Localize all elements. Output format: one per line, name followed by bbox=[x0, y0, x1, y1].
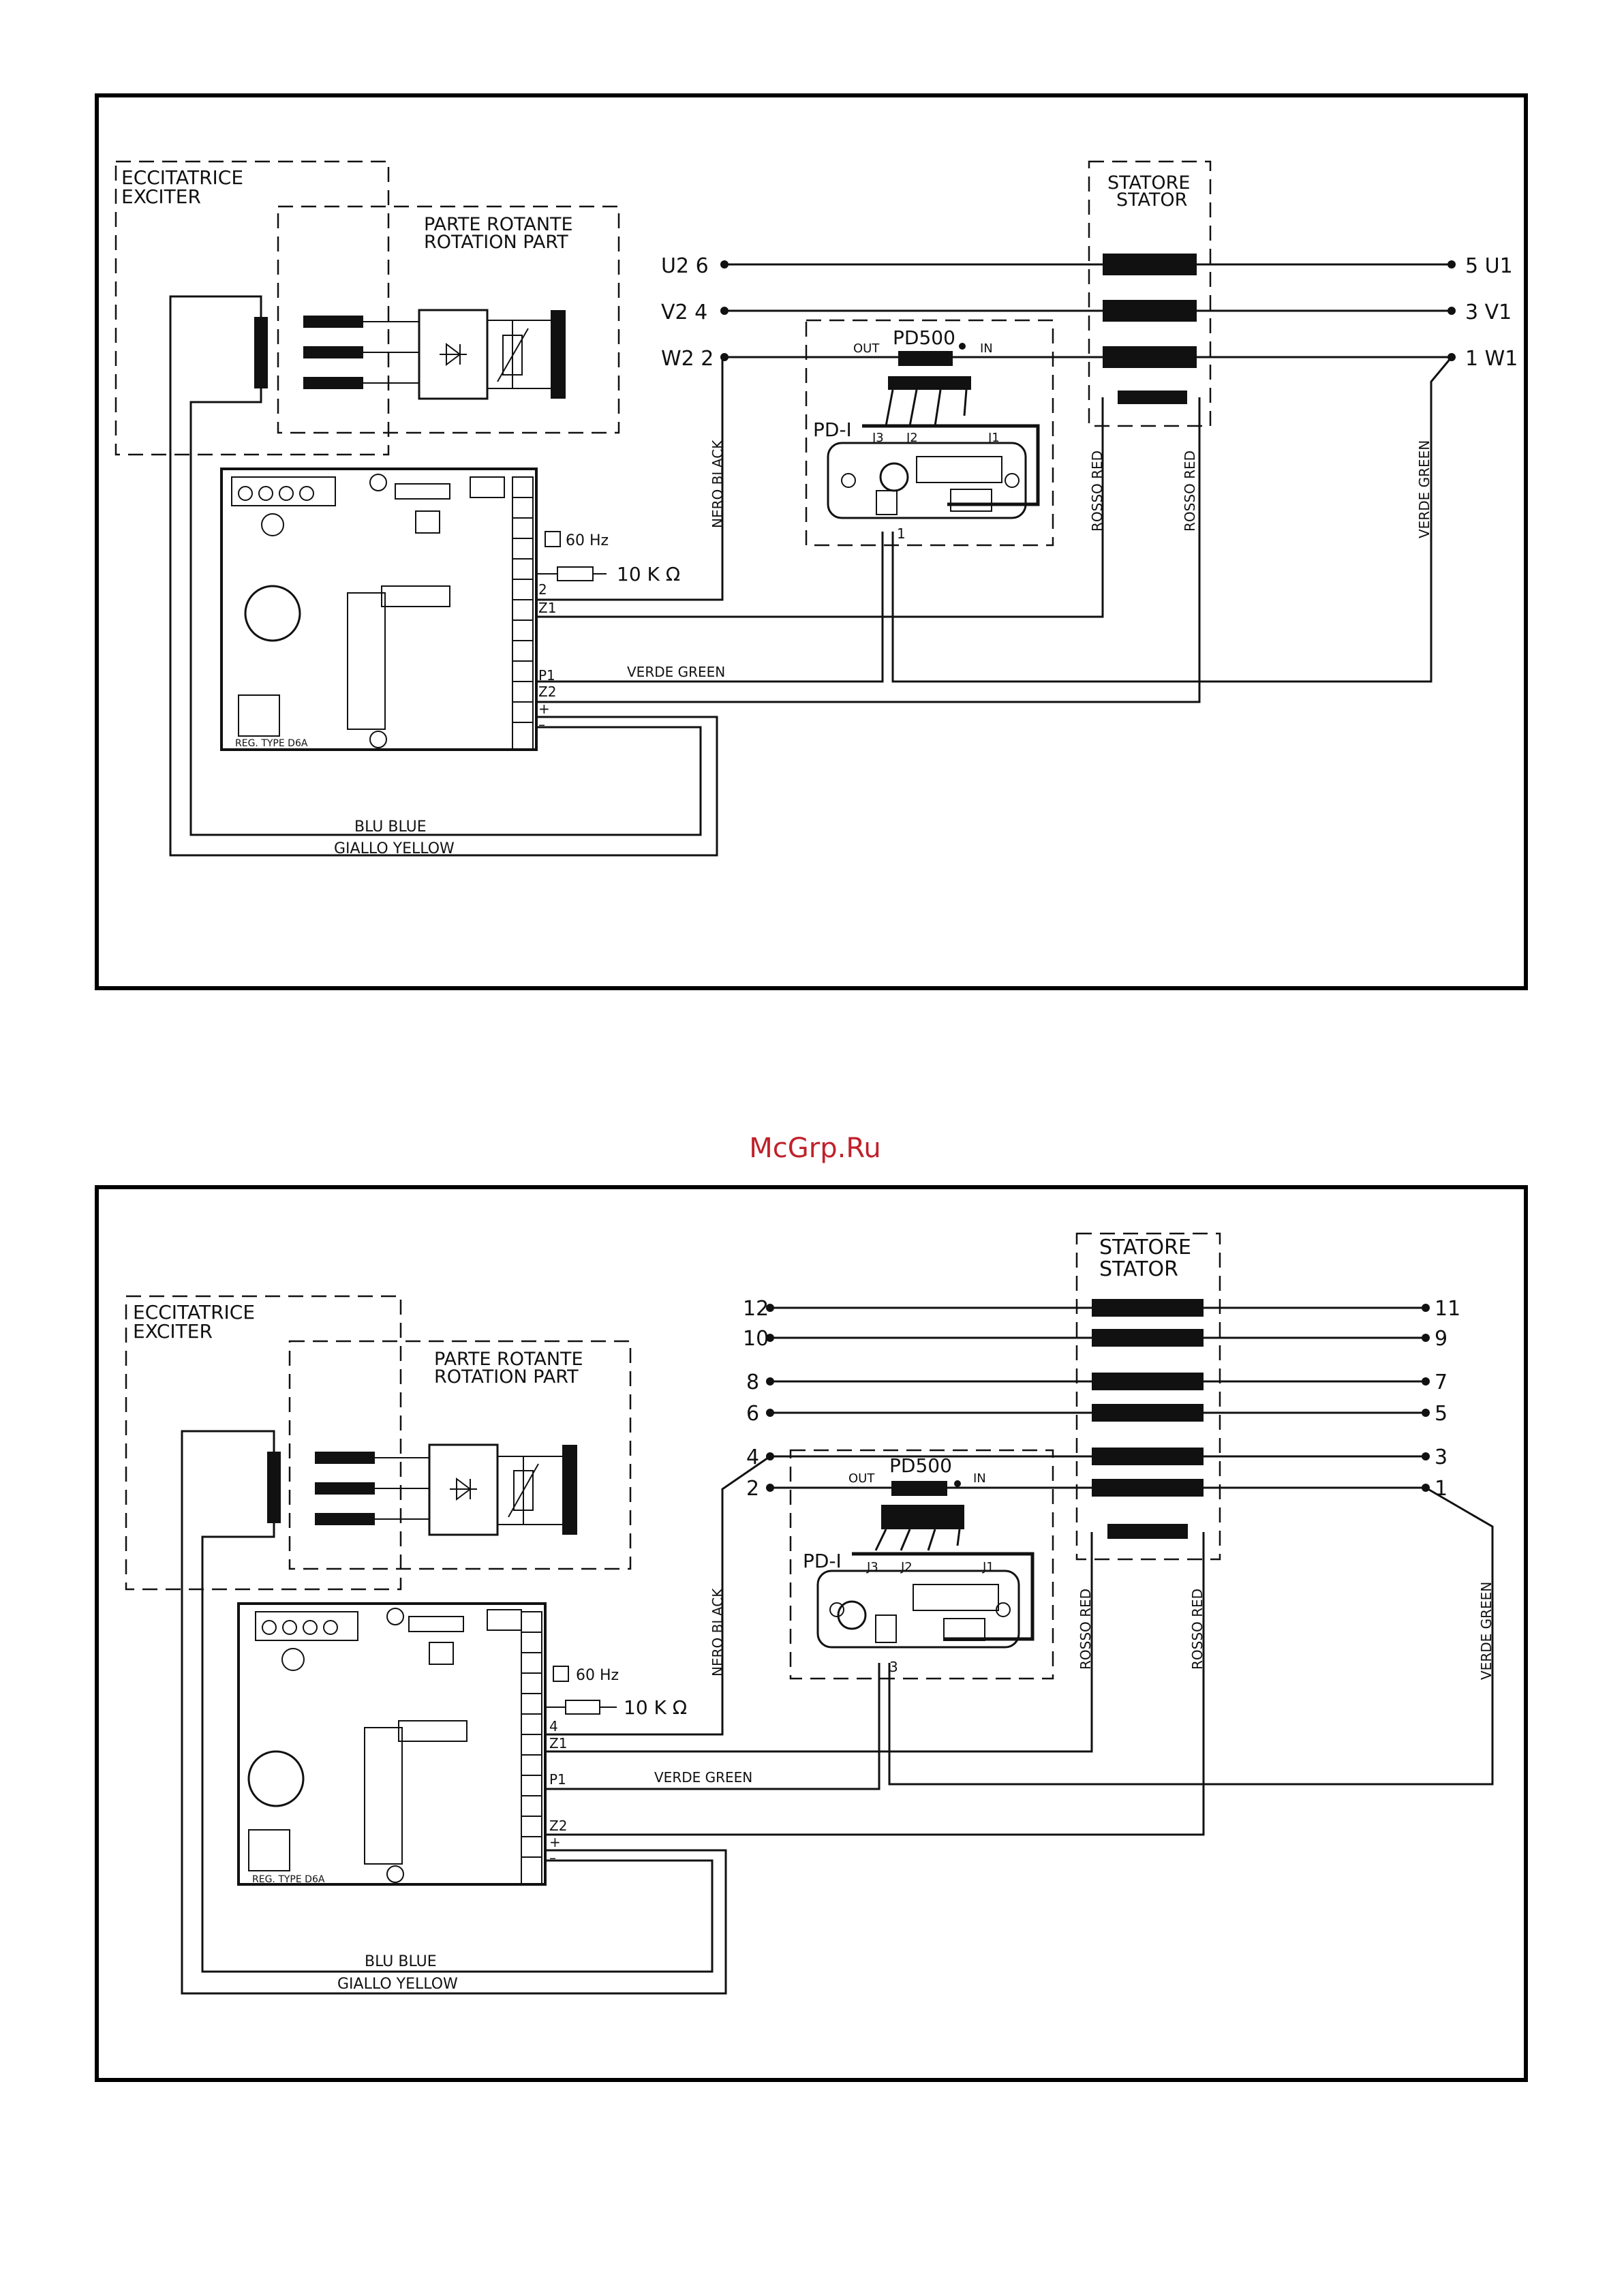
diagram-1 bbox=[97, 95, 1526, 988]
reg-terminal-2: 2 bbox=[538, 581, 547, 598]
terminal-left-4: 4 bbox=[746, 1445, 760, 1469]
pdi-pins bbox=[876, 491, 897, 515]
label-blu-blue: BLU BLUE bbox=[354, 818, 427, 836]
pdi-j3: J3 bbox=[872, 431, 884, 445]
terminal-right-9: 9 bbox=[1435, 1327, 1448, 1351]
label-rosso-1: ROSSO RED bbox=[1089, 450, 1105, 532]
rotor-label-it: PARTE ROTANTE bbox=[424, 214, 573, 235]
label-giallo-yellow: GIALLO YELLOW bbox=[334, 840, 455, 857]
terminal-right-1: 1 bbox=[1435, 1477, 1448, 1501]
pdi-bus bbox=[852, 1554, 1032, 1639]
label-verde-vertical: VERDE GREEN bbox=[1416, 440, 1433, 538]
reg-terminal-p1: P1 bbox=[538, 667, 555, 684]
terminal-dot bbox=[720, 260, 729, 269]
terminal-left-1: U2 6 bbox=[661, 254, 709, 278]
reg-terminal-plus: + bbox=[538, 701, 550, 717]
rotor-output-wires bbox=[487, 320, 552, 388]
terminal-right-3: 1 W1 bbox=[1465, 347, 1518, 371]
stator-aux-coil bbox=[1118, 391, 1187, 404]
pdi-mount-hole bbox=[1005, 474, 1019, 487]
wire-verde-pdi bbox=[893, 357, 1452, 682]
freq-label: 60 Hz bbox=[566, 532, 609, 549]
terminal-right-2: 3 V1 bbox=[1465, 301, 1512, 324]
pd500-in: IN bbox=[973, 1471, 986, 1486]
pdi-terminal-block bbox=[917, 457, 1002, 483]
reg-terminal-z1: Z1 bbox=[549, 1735, 568, 1751]
pdi-j3: J3 bbox=[867, 1560, 878, 1574]
rotor-label-en: ROTATION PART bbox=[424, 232, 568, 253]
exciter-label-it: ECCITATRICE bbox=[133, 1301, 256, 1323]
reg-terminal-plus: + bbox=[549, 1834, 561, 1850]
pdi-label: PD-I bbox=[803, 1550, 842, 1572]
diagram-2 bbox=[97, 1187, 1526, 2080]
pdi-jumper bbox=[944, 1619, 985, 1640]
terminal-left-10: 10 bbox=[743, 1327, 769, 1351]
pd500-dot bbox=[954, 1480, 961, 1487]
pd500-connector bbox=[888, 376, 971, 390]
label-blu-blue: BLU BLUE bbox=[365, 1953, 437, 1970]
terminal-dot bbox=[1447, 307, 1456, 315]
pdi-trimmer bbox=[880, 463, 908, 491]
pd500-core bbox=[898, 351, 953, 366]
wire-nero-black bbox=[545, 1456, 770, 1734]
reg-terminal-z2: Z2 bbox=[538, 684, 557, 700]
diode-icon bbox=[450, 1479, 477, 1499]
main-field-coil bbox=[562, 1445, 577, 1535]
stator-label-it: STATORE bbox=[1107, 172, 1191, 194]
exciter-coil bbox=[267, 1452, 281, 1523]
pd500-dot bbox=[959, 343, 966, 350]
freq-jumper bbox=[553, 1666, 568, 1681]
stator-label-it: STATORE bbox=[1099, 1236, 1191, 1259]
resistor-icon bbox=[566, 1700, 600, 1714]
reg-type: REG. TYPE D6A bbox=[235, 738, 308, 749]
terminal-left-2: V2 4 bbox=[661, 301, 708, 324]
main-field-coil bbox=[551, 310, 566, 399]
stator-label-en: STATOR bbox=[1116, 189, 1188, 211]
rotor-coil-3 bbox=[315, 1513, 375, 1525]
pdi-j2: J2 bbox=[906, 431, 918, 445]
pdi-pins bbox=[876, 1615, 896, 1642]
pdi-label: PD-I bbox=[813, 418, 852, 441]
resistor-icon bbox=[557, 567, 593, 581]
freq-label: 60 Hz bbox=[576, 1667, 619, 1684]
rotor-coil-2 bbox=[303, 346, 363, 358]
watermark: McGrp.Ru bbox=[749, 1133, 881, 1164]
reg-terminal-z2: Z2 bbox=[549, 1818, 568, 1834]
terminal-left-12: 12 bbox=[743, 1297, 769, 1321]
terminal-right-3: 3 bbox=[1435, 1445, 1448, 1469]
pdi-j1: J1 bbox=[988, 431, 1000, 445]
label-verde-vertical: VERDE GREEN bbox=[1478, 1581, 1495, 1680]
regulator-board bbox=[239, 1604, 545, 1884]
exciter-coil bbox=[254, 317, 268, 388]
pd500-out: OUT bbox=[853, 341, 880, 356]
diode-icon bbox=[440, 344, 467, 365]
terminal-left-6: 6 bbox=[746, 1402, 760, 1426]
pdi-terminal-block bbox=[913, 1585, 998, 1610]
terminal-left-2: 2 bbox=[746, 1477, 760, 1501]
resistor-label: 10 K Ω bbox=[617, 563, 681, 585]
freq-jumper bbox=[545, 532, 560, 547]
terminal-right-5: 5 bbox=[1435, 1402, 1448, 1426]
pd500-out: OUT bbox=[848, 1471, 875, 1486]
pd500-leads bbox=[876, 1529, 960, 1550]
rotor-wires bbox=[375, 1458, 429, 1519]
rotor-wires bbox=[363, 322, 419, 383]
exciter-label-en: EXCITER bbox=[133, 1320, 213, 1343]
pdi-mount-hole bbox=[842, 474, 855, 487]
stator-aux-coil bbox=[1107, 1524, 1188, 1539]
pdi-pin-label: 3 bbox=[889, 1659, 898, 1675]
label-nero-black: NERO BLACK bbox=[709, 1588, 726, 1677]
rotor-coil-1 bbox=[315, 1452, 375, 1464]
reg-terminal-minus: – bbox=[538, 716, 545, 733]
pdi-jumper bbox=[951, 489, 992, 511]
pd500-connector bbox=[881, 1505, 964, 1529]
terminal-dot bbox=[720, 307, 729, 315]
label-verde-horizontal: VERDE GREEN bbox=[627, 664, 726, 680]
pdi-j2: J2 bbox=[901, 1560, 913, 1574]
label-verde-horizontal: VERDE GREEN bbox=[654, 1769, 753, 1786]
pdi-pin-label: 1 bbox=[897, 525, 906, 542]
pd500-leads bbox=[886, 390, 966, 426]
reg-type: REG. TYPE D6A bbox=[252, 1874, 325, 1885]
pdi-board bbox=[818, 1571, 1019, 1647]
rotor-coil-1 bbox=[303, 316, 363, 328]
label-rosso-2: ROSSO RED bbox=[1189, 1588, 1206, 1670]
label-nero-black: NERO BLACK bbox=[709, 440, 726, 528]
terminal-dot bbox=[1447, 260, 1456, 269]
reg-terminal-minus: – bbox=[549, 1850, 556, 1866]
terminal-right-7: 7 bbox=[1435, 1371, 1448, 1394]
pdi-board bbox=[828, 443, 1026, 518]
exciter-label-en: EXCITER bbox=[121, 185, 201, 208]
rotor-label-en: ROTATION PART bbox=[434, 1366, 579, 1388]
wire-verde-p1 bbox=[536, 532, 883, 682]
pd500-core bbox=[891, 1481, 947, 1496]
terminal-left-8: 8 bbox=[746, 1371, 760, 1394]
stator-label-en: STATOR bbox=[1099, 1257, 1179, 1281]
reg-terminal-p1: P1 bbox=[549, 1771, 566, 1788]
rotor-coil-3 bbox=[303, 377, 363, 389]
terminal-left-3: W2 2 bbox=[661, 347, 714, 371]
terminal-right-11: 11 bbox=[1435, 1297, 1461, 1321]
exciter-label-it: ECCITATRICE bbox=[121, 166, 244, 189]
label-rosso-1: ROSSO RED bbox=[1077, 1588, 1094, 1670]
pdi-j1: J1 bbox=[983, 1560, 994, 1574]
rotor-output-wires bbox=[497, 1456, 563, 1525]
resistor-label: 10 K Ω bbox=[624, 1696, 688, 1719]
reg-terminal-4: 4 bbox=[549, 1718, 558, 1734]
rotor-label-it: PARTE ROTANTE bbox=[434, 1349, 583, 1370]
regulator-board bbox=[221, 469, 536, 750]
stator-lines bbox=[724, 264, 1452, 357]
pdi-trimmer bbox=[838, 1602, 865, 1629]
pd500-label: PD500 bbox=[889, 1454, 952, 1477]
reg-terminal-z1: Z1 bbox=[538, 600, 557, 616]
rotor-coil-2 bbox=[315, 1482, 375, 1495]
stator-box bbox=[1077, 1234, 1220, 1559]
label-rosso-2: ROSSO RED bbox=[1182, 450, 1198, 532]
pd500-label: PD500 bbox=[893, 326, 955, 349]
pd500-in: IN bbox=[980, 341, 993, 356]
label-giallo-yellow: GIALLO YELLOW bbox=[337, 1976, 458, 1993]
terminal-right-1: 5 U1 bbox=[1465, 254, 1513, 278]
